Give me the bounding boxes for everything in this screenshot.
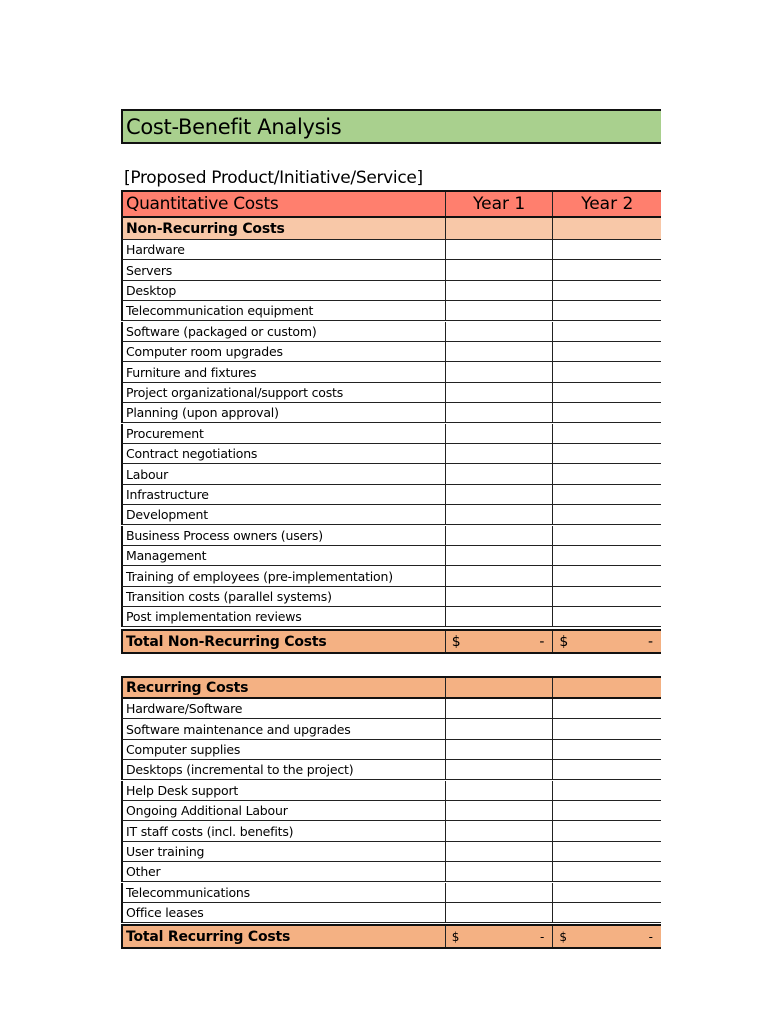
year-2-cell[interactable]	[552, 801, 661, 820]
line-item-label[interactable]: Project organizational/support costs	[126, 384, 344, 400]
year-2-cell[interactable]	[552, 444, 661, 463]
line-item-label[interactable]: Office leases	[126, 905, 204, 921]
line-item-row	[121, 322, 661, 342]
year-2-cell[interactable]	[552, 678, 661, 697]
header-year-2[interactable]: Year 2	[552, 192, 661, 216]
year-1-cell[interactable]	[445, 281, 553, 300]
year-2-cell[interactable]	[552, 883, 661, 902]
year-1-cell[interactable]	[445, 699, 553, 718]
line-item-label[interactable]: Contract negotiations	[126, 446, 258, 462]
total-recurring-row	[121, 924, 661, 949]
year-1-cell[interactable]	[445, 403, 553, 422]
year-2-cell[interactable]	[552, 383, 661, 402]
year-1-cell[interactable]	[445, 781, 553, 800]
sheet-title-row	[121, 109, 661, 144]
line-item-label[interactable]: Planning (upon approval)	[126, 405, 279, 421]
total-year-1-cell[interactable]	[445, 631, 553, 652]
year-1-cell[interactable]	[445, 260, 553, 279]
year-1-cell[interactable]	[445, 678, 553, 697]
total-year-2-cell[interactable]	[552, 926, 661, 947]
year-2-cell[interactable]	[552, 760, 661, 779]
line-item-label[interactable]: Desktops (incremental to the project)	[126, 762, 354, 778]
year-1-cell[interactable]	[445, 464, 553, 483]
year-2-cell[interactable]	[552, 842, 661, 861]
sheet-subtitle[interactable]: [Proposed Product/Initiative/Service]	[124, 168, 423, 188]
line-item-row	[121, 862, 661, 882]
line-item-label[interactable]: Labour	[126, 466, 169, 482]
line-item-label[interactable]: Hardware	[126, 242, 185, 258]
line-item-label[interactable]: Procurement	[126, 425, 204, 441]
line-item-row	[121, 587, 661, 607]
year-2-cell[interactable]	[552, 699, 661, 718]
year-2-cell[interactable]	[552, 281, 661, 300]
line-item-row	[121, 240, 661, 260]
line-item-row	[121, 883, 661, 903]
total-label[interactable]: Total Recurring Costs	[126, 928, 291, 945]
year-2-cell[interactable]	[552, 566, 661, 585]
line-item-row	[121, 740, 661, 760]
line-item-row	[121, 842, 661, 862]
line-item-label[interactable]: Telecommunication equipment	[126, 303, 314, 319]
year-1-cell[interactable]	[445, 801, 553, 820]
year-1-cell[interactable]	[445, 218, 553, 239]
year-1-cell[interactable]	[445, 444, 553, 463]
year-2-cell[interactable]	[552, 862, 661, 881]
line-item-label[interactable]: Hardware/Software	[126, 701, 243, 717]
header-year-1[interactable]: Year 1	[445, 192, 553, 216]
line-item-row	[121, 526, 661, 546]
currency-symbol: $	[559, 633, 569, 650]
year-1-cell[interactable]	[445, 362, 553, 381]
line-item-row	[121, 566, 661, 586]
year-1-cell[interactable]	[445, 821, 553, 840]
year-2-cell[interactable]	[552, 218, 661, 239]
line-item-label[interactable]: Computer supplies	[126, 741, 241, 757]
total-year-1-value: -	[539, 633, 545, 650]
line-item-label[interactable]: Business Process owners (users)	[126, 527, 323, 543]
section-recurring-header	[121, 676, 661, 699]
line-item-label[interactable]: Ongoing Additional Labour	[126, 803, 288, 819]
line-item-row	[121, 424, 661, 444]
line-item-label[interactable]: Development	[126, 507, 208, 523]
year-2-cell[interactable]	[552, 781, 661, 800]
line-item-label[interactable]: Transition costs (parallel systems)	[126, 588, 332, 604]
line-item-row	[121, 362, 661, 382]
line-item-label[interactable]: Software (packaged or custom)	[126, 323, 317, 339]
line-item-label[interactable]: Desktop	[126, 282, 177, 298]
line-item-label[interactable]: IT staff costs (incl. benefits)	[126, 823, 294, 839]
line-item-row	[121, 301, 661, 321]
line-item-row	[121, 821, 661, 841]
year-1-cell[interactable]	[445, 526, 553, 545]
year-2-cell[interactable]	[552, 821, 661, 840]
year-2-cell[interactable]	[552, 240, 661, 259]
line-item-row	[121, 485, 661, 505]
year-2-cell[interactable]	[552, 403, 661, 422]
total-year-1-cell[interactable]	[445, 926, 553, 947]
line-item-row	[121, 607, 661, 627]
line-item-row	[121, 403, 661, 423]
line-item-row	[121, 342, 661, 362]
line-item-label[interactable]: Furniture and fixtures	[126, 364, 257, 380]
year-1-cell[interactable]	[445, 566, 553, 585]
header-quantitative-costs[interactable]: Quantitative Costs	[126, 194, 279, 214]
line-item-row	[121, 903, 661, 923]
year-1-cell[interactable]	[445, 383, 553, 402]
year-1-cell[interactable]	[445, 322, 553, 341]
year-2-cell[interactable]	[552, 464, 661, 483]
total-year-2-cell[interactable]	[552, 631, 661, 652]
year-2-cell[interactable]	[552, 546, 661, 565]
year-2-cell[interactable]	[552, 260, 661, 279]
year-1-cell[interactable]	[445, 842, 553, 861]
line-item-row	[121, 719, 661, 739]
year-2-cell[interactable]	[552, 322, 661, 341]
currency-symbol: $	[559, 929, 568, 944]
subtitle-row	[121, 166, 661, 190]
year-1-cell[interactable]	[445, 342, 553, 361]
line-item-row	[121, 546, 661, 566]
total-label[interactable]: Total Non-Recurring Costs	[126, 633, 327, 650]
year-2-cell[interactable]	[552, 301, 661, 320]
year-1-cell[interactable]	[445, 719, 553, 738]
line-item-label[interactable]: Help Desk support	[126, 782, 239, 798]
section-non-recurring-header	[121, 218, 661, 240]
line-item-label[interactable]: Computer room upgrades	[126, 344, 283, 360]
year-2-cell[interactable]	[552, 362, 661, 381]
year-2-cell[interactable]	[552, 485, 661, 504]
line-item-row	[121, 801, 661, 821]
year-2-cell[interactable]	[552, 424, 661, 443]
line-item-row	[121, 281, 661, 301]
total-year-1-value: -	[540, 929, 545, 944]
year-1-cell[interactable]	[445, 607, 553, 626]
line-item-row	[121, 464, 661, 484]
year-2-cell[interactable]	[552, 526, 661, 545]
year-2-cell[interactable]	[552, 342, 661, 361]
line-item-label[interactable]: Servers	[126, 262, 173, 278]
year-1-cell[interactable]	[445, 740, 553, 759]
section-label[interactable]: Recurring Costs	[126, 679, 249, 696]
year-2-cell[interactable]	[552, 505, 661, 524]
sheet-title[interactable]: Cost-Benefit Analysis	[126, 114, 342, 139]
total-year-2-value: -	[648, 929, 653, 944]
total-non-recurring-row	[121, 629, 661, 654]
line-item-label[interactable]: Infrastructure	[126, 486, 209, 502]
year-1-cell[interactable]	[445, 505, 553, 524]
year-1-cell[interactable]	[445, 862, 553, 881]
year-2-cell[interactable]	[552, 719, 661, 738]
year-2-cell[interactable]	[552, 607, 661, 626]
line-item-row	[121, 260, 661, 280]
year-1-cell[interactable]	[445, 883, 553, 902]
line-item-label[interactable]: Software maintenance and upgrades	[126, 721, 351, 737]
year-1-cell[interactable]	[445, 301, 553, 320]
year-2-cell[interactable]	[552, 903, 661, 922]
line-item-row	[121, 699, 661, 719]
line-item-row	[121, 444, 661, 464]
year-1-cell[interactable]	[445, 760, 553, 779]
year-1-cell[interactable]	[445, 903, 553, 922]
year-1-cell[interactable]	[445, 546, 553, 565]
line-item-label[interactable]: Post implementation reviews	[126, 609, 302, 625]
line-item-row	[121, 383, 661, 403]
line-item-label[interactable]: Training of employees (pre-implementation)	[126, 568, 393, 584]
year-1-cell[interactable]	[445, 485, 553, 504]
currency-symbol: $	[451, 929, 460, 944]
line-item-row	[121, 781, 661, 801]
year-1-cell[interactable]	[445, 240, 553, 259]
line-item-label[interactable]: Management	[126, 548, 207, 564]
line-item-row	[121, 760, 661, 780]
currency-symbol: $	[451, 633, 461, 650]
header-row	[121, 190, 661, 218]
line-item-label[interactable]: User training	[126, 843, 205, 859]
line-item-label[interactable]: Telecommunications	[126, 884, 250, 900]
year-2-cell[interactable]	[552, 740, 661, 759]
section-label[interactable]: Non-Recurring Costs	[126, 220, 285, 237]
year-2-cell[interactable]	[552, 587, 661, 606]
total-year-2-value: -	[647, 633, 653, 650]
year-1-cell[interactable]	[445, 424, 553, 443]
line-item-label[interactable]: Other	[126, 864, 161, 880]
year-1-cell[interactable]	[445, 587, 553, 606]
line-item-row	[121, 505, 661, 525]
